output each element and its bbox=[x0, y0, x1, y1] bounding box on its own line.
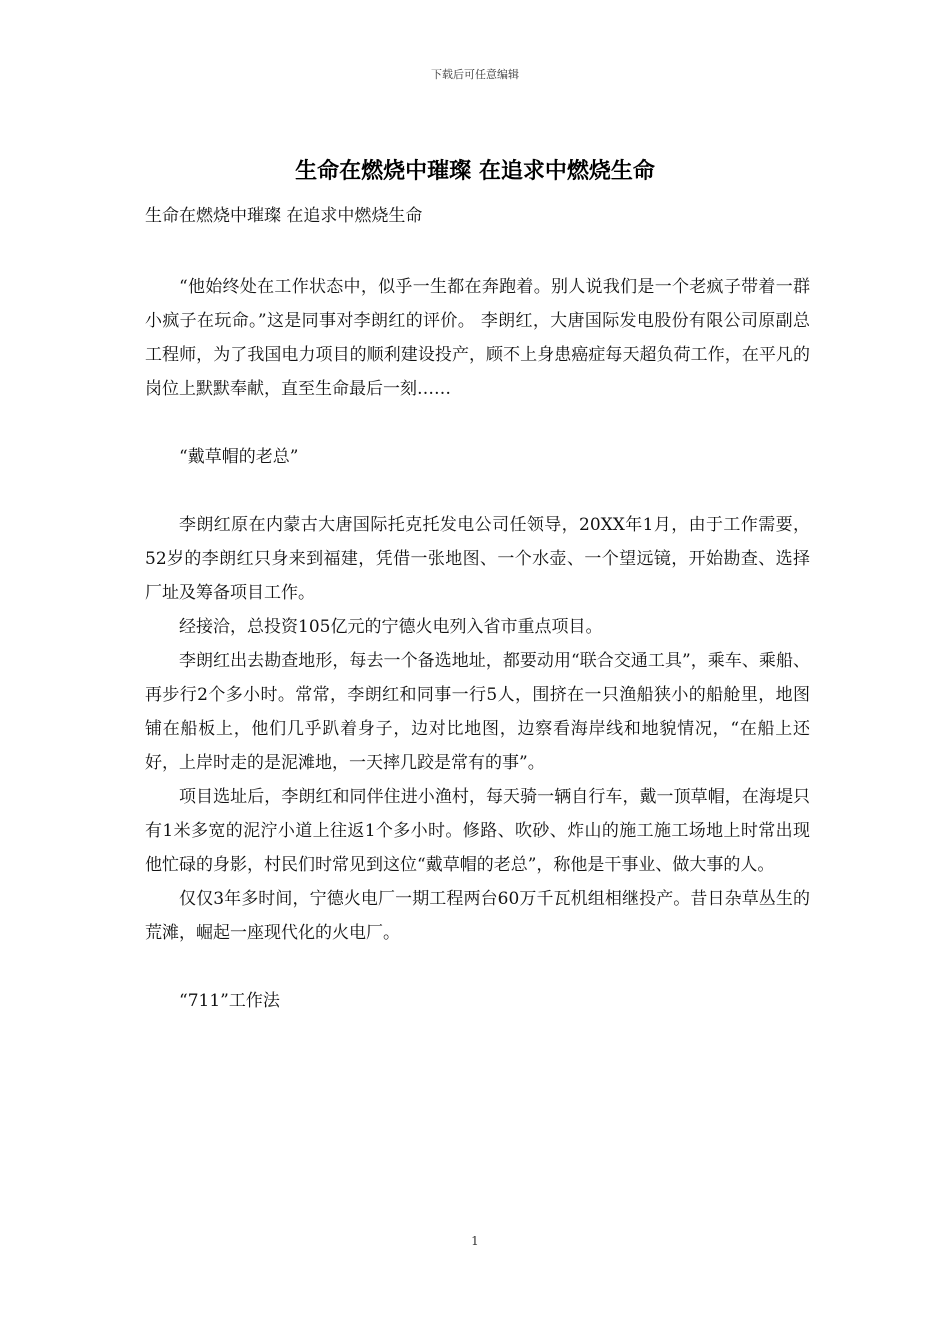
paragraph-intro: “他始终处在工作状态中，似乎一生都在奔跑着。别人说我们是一个老疯子带着一群小疯子在玩命。”这是同事对李朗红的评价。 李朗红，大唐国际发电股份有限公司原副总工程师，为了我国电力项目的顺利建设投产，顾不上身患癌症每天超负荷工作，在平凡的岗位上默默奉献，直至生命最后一刻…… bbox=[145, 277, 810, 399]
paragraph: 李朗红出去勘查地形，每去一个备选地址，都要动用“联合交通工具”，乘车、乘船、再步行2个多小时。常常，李朗红和同事一行5人，围挤在一只渔船狭小的船舱里，地图铺在船板上，他们几乎趴着身子，边对比地图，边察看海岸线和地貌情况，“在船上还好，上岸时走的是泥滩地，一天摔几跤是常有的事”。 bbox=[145, 651, 810, 773]
document-body bbox=[145, 270, 810, 1018]
document-title: 生命在燃烧中璀璨 在追求中燃烧生命 bbox=[295, 158, 655, 184]
paragraph: 仅仅3年多时间，宁德火电厂一期工程两台60万千瓦机组相继投产。昔日杂草丛生的荒滩，崛起一座现代化的火电厂。 bbox=[145, 889, 810, 943]
section-heading-straw-hat: “戴草帽的老总” bbox=[179, 447, 299, 467]
page-number: 1 bbox=[471, 1234, 479, 1248]
header-note: 下载后可任意编辑 bbox=[431, 68, 519, 81]
paragraph: 经接洽，总投资105亿元的宁德火电列入省市重点项目。 bbox=[179, 617, 603, 637]
document-subtitle: 生命在燃烧中璀璨 在追求中燃烧生命 bbox=[145, 206, 423, 226]
paragraph: 项目选址后，李朗红和同伴住进小渔村，每天骑一辆自行车，戴一顶草帽，在海堤只有1米多宽的泥泞小道上往返1个多小时。修路、吹砂、炸山的施工施工场地上时常出现他忙碌的身影，村民们时常见到这位“戴草帽的老总”，称他是干事业、做大事的人。 bbox=[145, 787, 810, 875]
paragraph: 李朗红原在内蒙古大唐国际托克托发电公司任领导，20XX年1月，由于工作需要，52岁的李朗红只身来到福建，凭借一张地图、一个水壶、一个望远镜，开始勘查、选择厂址及筹备项目工作。 bbox=[145, 515, 810, 603]
section-heading-711: “711”工作法 bbox=[179, 991, 280, 1011]
